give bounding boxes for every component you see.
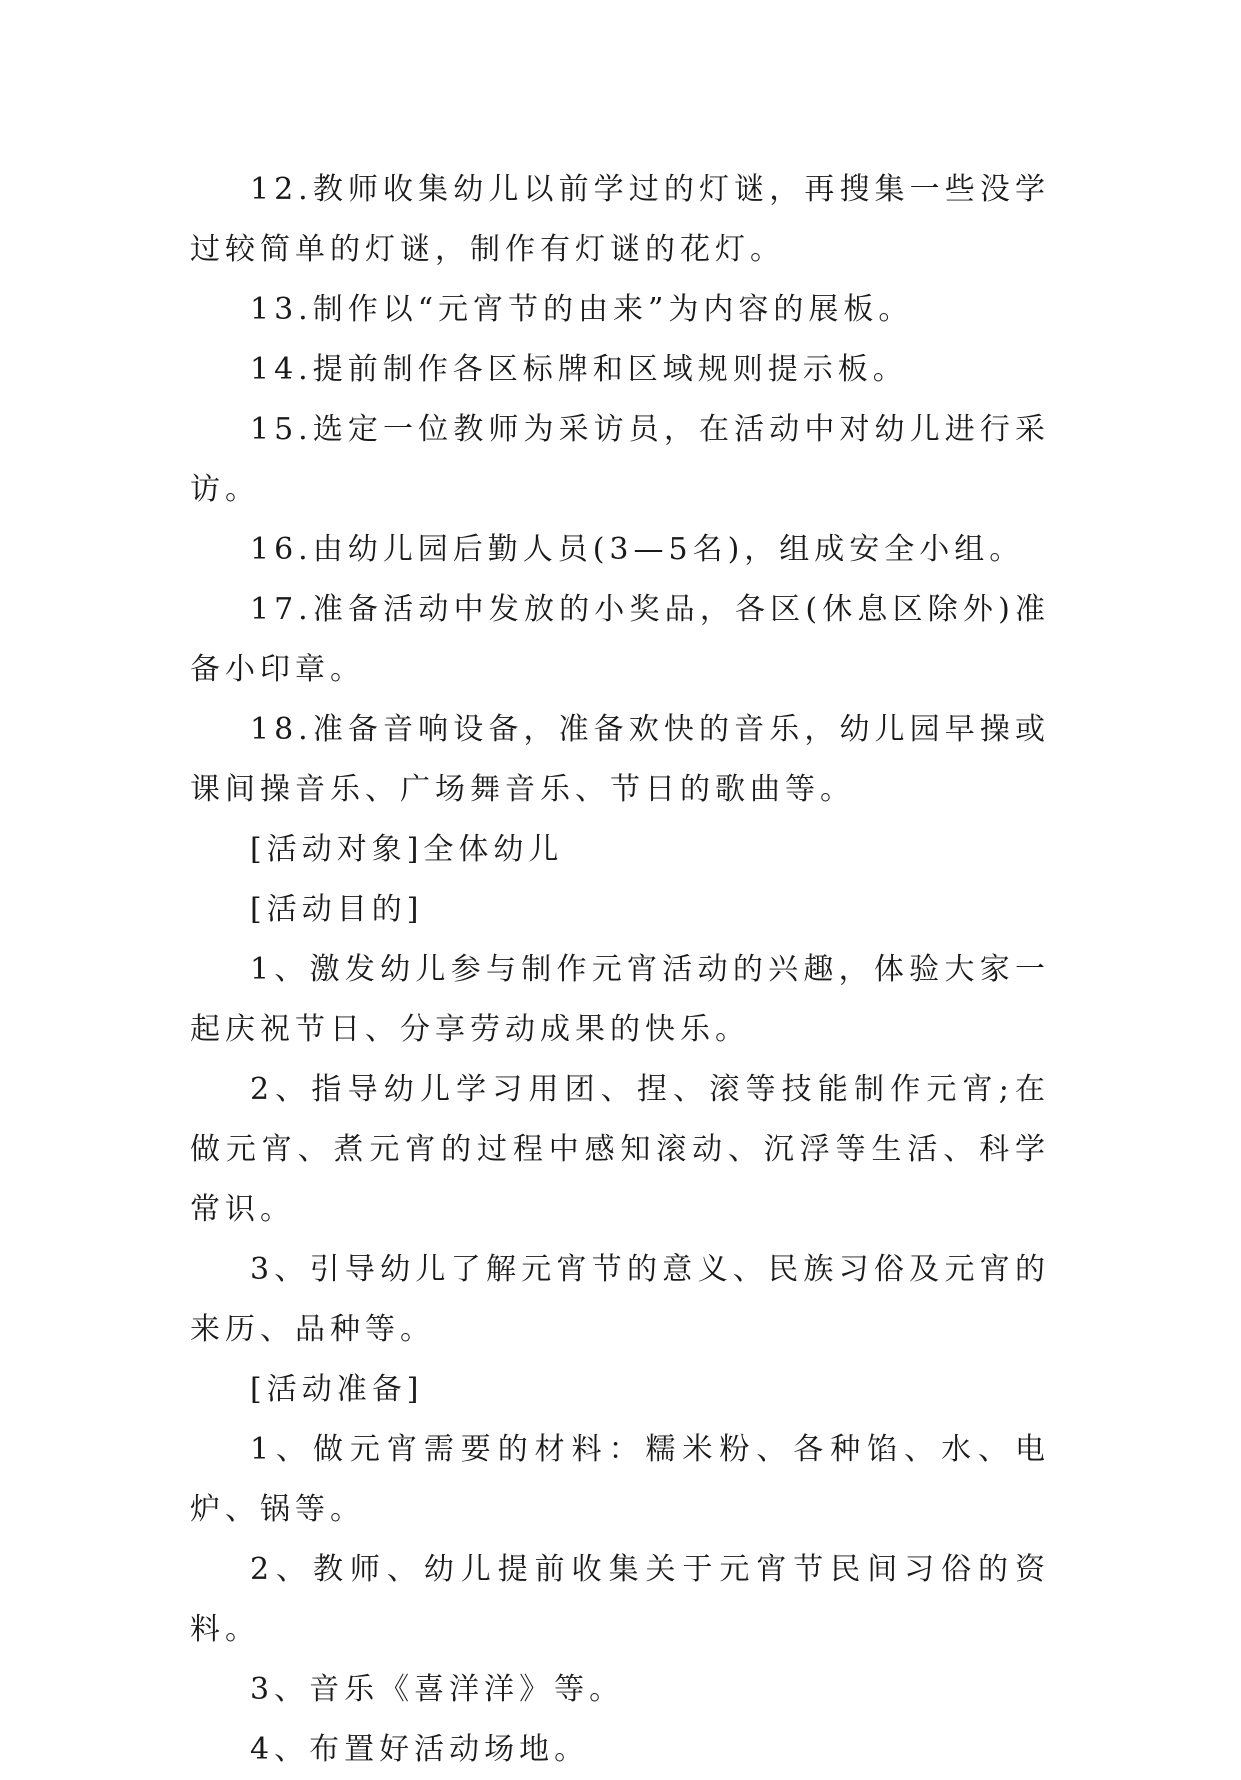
paragraph-item-15: 15.选定一位教师为采访员，在活动中对幼儿进行采访。 (190, 412, 1050, 507)
paragraph-item-14: 14.提前制作各区标牌和区域规则提示板。 (250, 352, 908, 387)
paragraph-item-13: 13.制作以“元宵节的由来”为内容的展板。 (250, 292, 914, 327)
preparation-item-3: 3、音乐《喜洋洋》等。 (250, 1672, 625, 1707)
paragraph-item-16: 16.由幼儿园后勤人员(3—5名)，组成安全小组。 (250, 532, 1025, 567)
preparation-item-4: 4、布置好活动场地。 (250, 1732, 590, 1767)
preparation-item-1: 1、做元宵需要的材料：糯米粉、各种馅、水、电炉、锅等。 (190, 1432, 1050, 1527)
purpose-item-3: 3、引导幼儿了解元宵节的意义、民族习俗及元宵的来历、品种等。 (190, 1252, 1050, 1347)
paragraph-item-17: 17.准备活动中发放的小奖品，各区(休息区除外)准备小印章。 (190, 592, 1050, 687)
purpose-item-2: 2、指导幼儿学习用团、捏、滚等技能制作元宵;在做元宵、煮元宵的过程中感知滚动、沉浮等生活、科学常识。 (190, 1072, 1050, 1227)
paragraph-item-18: 18.准备音响设备，准备欢快的音乐，幼儿园早操或课间操音乐、广场舞音乐、节日的歌曲等。 (190, 712, 1050, 807)
purpose-item-1: 1、激发幼儿参与制作元宵活动的兴趣，体验大家一起庆祝节日、分享劳动成果的快乐。 (190, 952, 1050, 1047)
document-body (190, 160, 1050, 1780)
section-heading-activity-purpose: [活动目的] (250, 892, 424, 927)
section-heading-activity-preparation: [活动准备] (250, 1372, 424, 1407)
section-heading-activity-target: [活动对象]全体幼儿 (250, 832, 564, 867)
preparation-item-2: 2、教师、幼儿提前收集关于元宵节民间习俗的资料。 (190, 1552, 1050, 1647)
paragraph-item-12: 12.教师收集幼儿以前学过的灯谜，再搜集一些没学过较简单的灯谜，制作有灯谜的花灯。 (190, 172, 1050, 267)
